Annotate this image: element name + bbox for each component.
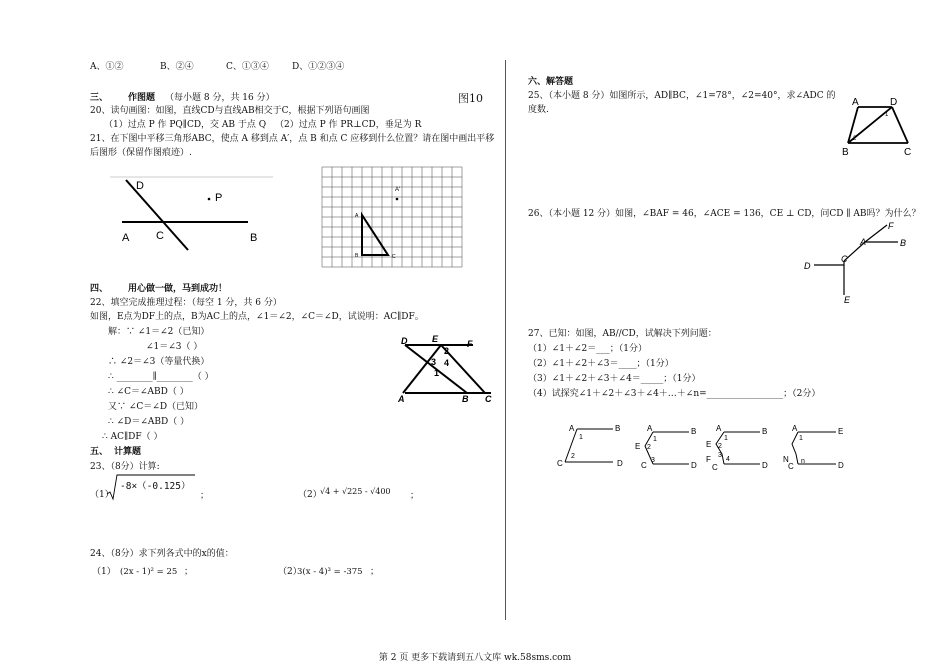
label-a: A: [792, 424, 798, 433]
choice-d: D、①②③④: [292, 62, 345, 72]
proof-line-2: ∠1＝∠3（ ）: [146, 342, 203, 352]
label-f: F: [706, 455, 711, 464]
proof-line-3: ∴ ∠2＝∠3（等量代换）: [108, 357, 210, 367]
choice-b: B、②④: [160, 62, 194, 72]
section-4-label: 四、: [90, 284, 109, 294]
q24-part2-end: ；: [370, 567, 380, 577]
q22-text-cont: 如图，E点为DF上的点，B为AC上的点，∠1＝∠2，∠C＝∠D，试说明：AC∥DF。: [90, 312, 424, 322]
choice-c: C、①③④: [226, 62, 269, 72]
page-footer: 第 2 页 更多下载请到五八文库 wk.58sms.com: [378, 653, 572, 663]
label-c: C: [641, 461, 647, 470]
figure-q21-grid: [322, 167, 462, 271]
q25-text: 25、（本小题 8 分）如图所示，AD∥BC，∠1=78°，∠2=40°，求∠ADC 的: [528, 91, 836, 101]
q27-item-1: （1）∠1＋∠2＝___；（1分）: [528, 344, 647, 354]
label-a: A: [398, 394, 405, 404]
q23-part1-label: （1）: [90, 490, 114, 500]
label-d: D: [838, 461, 844, 470]
column-divider: [505, 60, 506, 620]
label-d: D: [136, 180, 144, 192]
label-n-angle: n: [801, 458, 805, 465]
figure-q20: [110, 172, 280, 247]
q27-item-3: （3）∠1＋∠2＋∠3＋∠4＝_____；（1分）: [528, 374, 701, 384]
proof-line-8: ∴ AC∥DF（ ）: [102, 432, 163, 442]
figure-q27-3: [704, 420, 774, 472]
label-2: 2: [647, 444, 651, 451]
label-2: 2: [718, 443, 722, 450]
label-d: D: [617, 459, 623, 468]
label-d: D: [691, 461, 697, 470]
choice-a: A、①②: [90, 62, 124, 72]
label-d: D: [762, 461, 768, 470]
label-e: E: [706, 440, 712, 449]
section-3-note: （每小题 8 分，共 16 分）: [165, 93, 275, 103]
q27-item-2: （2）∠1＋∠2＋∠3＝____；（1分）: [528, 359, 674, 369]
section-5-label: 五、: [90, 447, 109, 457]
label-c: C: [392, 254, 396, 260]
label-d: D: [401, 336, 408, 346]
label-2: 2: [444, 346, 450, 356]
q20-part1: （1）过点 P 作 PQ∥CD，交 AB 于点 Q: [104, 120, 267, 130]
proof-line-6: 又∵ ∠C＝∠D（已知）: [108, 402, 204, 412]
figure-10-label: 图10: [458, 92, 483, 105]
label-c: C: [841, 254, 848, 264]
label-a-prime: A′: [395, 187, 401, 193]
q23-part2-expr: √4 + √225 - √400: [320, 487, 391, 496]
q21-text: 21、在下图中平移三角形ABC，使点 A 移到点 A′，点 B 和点 C 应移到什么位置？请在图中画出平移: [90, 134, 495, 144]
q25-text-cont: 度数.: [528, 105, 549, 115]
label-3: 3: [431, 357, 437, 367]
label-c: C: [788, 462, 794, 471]
q20-part2: （2）过点 P 作 PR⊥CD，垂足为 R: [275, 120, 422, 130]
q22-text: 22、填空完成推理过程：（每空 1 分，共 6 分）: [90, 298, 282, 308]
proof-line-7: ∴ ∠D＝∠ABD（ ）: [108, 417, 190, 427]
label-2: 2: [571, 453, 575, 460]
label-e: E: [844, 295, 851, 305]
label-1: 1: [885, 112, 889, 118]
q24-text: 24、（8分）求下列各式中的x的值：: [90, 549, 234, 559]
label-1: 1: [724, 435, 728, 442]
label-e: E: [838, 427, 844, 436]
label-a: A: [569, 424, 575, 433]
proof-line-4: ∴ ________∥________（ ）: [108, 372, 214, 382]
label-b: B: [762, 427, 768, 436]
label-1: 1: [579, 434, 583, 441]
q24-part1-end: ；: [184, 567, 194, 577]
label-a: A: [355, 213, 359, 219]
label-e: E: [432, 334, 439, 344]
label-b: B: [900, 238, 907, 248]
label-b: B: [355, 253, 359, 259]
q26-text: 26、（本小题 12 分）如图，∠BAF = 46，∠ACE = 136，CE ⊥ CD，问CD ∥ AB吗？为什么？: [528, 209, 921, 219]
section-4-title: 用心做一做，马到成功！: [128, 284, 228, 294]
label-b: B: [615, 424, 621, 433]
label-a: A: [860, 237, 867, 247]
q23-part2-end: ；: [410, 491, 420, 501]
label-c: C: [485, 394, 492, 404]
label-c: C: [904, 147, 912, 158]
figure-q26: [800, 220, 912, 305]
label-b: B: [842, 147, 849, 158]
figure-q27-1: [555, 420, 635, 472]
section-3-title: 作图题: [128, 93, 156, 103]
q24-part2-label: （2）: [278, 567, 302, 577]
proof-line-1: 解：∵ ∠1＝∠2（已知）: [108, 327, 210, 337]
figure-q27-4: [778, 420, 848, 472]
label-n: N: [783, 455, 789, 464]
q20-text: 20、读句画图：如图，直线CD与直线AB相交于C，根据下列语句画图: [90, 106, 370, 116]
label-a: A: [647, 424, 653, 433]
label-3: 3: [651, 457, 655, 464]
label-4: 4: [444, 358, 450, 368]
figure-q22: [395, 334, 495, 404]
q23-part2-label: （2）: [298, 490, 322, 500]
label-3: 3: [718, 452, 722, 459]
q23-part1-expr: -8×（-0.125）: [120, 481, 191, 492]
label-f: F: [467, 339, 473, 349]
label-4: 4: [726, 456, 730, 463]
q24-part1-label: （1）: [92, 567, 116, 577]
q24-part2-expr: 3(x - 4)³ = -375: [297, 567, 363, 577]
label-e: E: [635, 442, 641, 451]
label-d: D: [804, 261, 811, 271]
label-a: A: [716, 424, 722, 433]
label-b: B: [691, 427, 697, 436]
section-3-label: 三、: [90, 93, 109, 103]
q23-text: 23、（8分）计算:: [90, 462, 160, 472]
label-c: C: [712, 463, 718, 472]
q27-text: 27、已知：如图，AB//CD，试解决下列问题：: [528, 329, 717, 339]
label-b: B: [462, 394, 469, 404]
label-d: D: [890, 97, 898, 108]
label-1: 1: [799, 435, 803, 442]
label-c: C: [156, 230, 164, 242]
label-a: A: [122, 232, 130, 244]
section-5-title: 计算题: [114, 447, 142, 457]
label-b: B: [250, 232, 258, 244]
label-f: F: [888, 221, 894, 231]
q27-item-4: （4）试探究∠1＋∠2＋∠3＋∠4＋…＋∠n=_________________；（2分）: [528, 389, 821, 399]
q23-part1-end: ；: [200, 491, 210, 501]
label-c: C: [557, 459, 563, 468]
label-1: 1: [653, 436, 657, 443]
label-a: A: [852, 97, 859, 108]
q24-part1-expr: (2x - 1)² = 25: [120, 567, 178, 577]
label-p: P: [215, 192, 223, 204]
proof-line-5: ∴ ∠C＝∠ABD（ ）: [108, 387, 189, 397]
figure-q25: [840, 95, 915, 157]
section-6-title: 六、解答题: [528, 77, 574, 87]
figure-q27-2: [633, 420, 703, 472]
label-2: 2: [853, 136, 857, 142]
label-1: 1: [434, 368, 440, 378]
q21-text-cont: 后图形（保留作图痕迹）.: [90, 148, 192, 158]
